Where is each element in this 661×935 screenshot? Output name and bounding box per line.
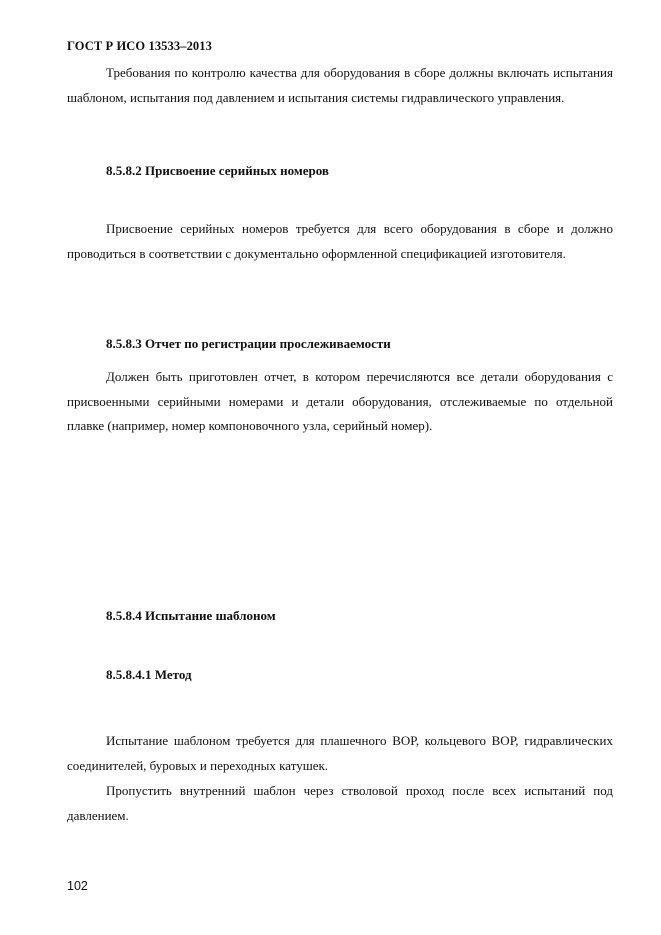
heading-8-5-8-4: 8.5.8.4 Испытание шаблоном xyxy=(106,608,276,623)
page-number: 102 xyxy=(67,879,88,893)
paragraph-8-5-8-4-1-b: Пропустить внутренний шаблон через стволовой проход после всех испытаний под давлением. xyxy=(67,783,613,823)
paragraph-8-5-8-3: Должен быть приготовлен отчет, в котором перечисляются все детали оборудования с присвоенными серийными номерами и детали оборудования, отслеживаемые по отдельной плавке (например, номер компоновочного узла, серийный номер). xyxy=(67,369,613,433)
document-header: ГОСТ Р ИСО 13533–2013 xyxy=(67,39,212,53)
paragraph-8-5-8-4-1-a: Испытание шаблоном требуется для плашечного ВОР, кольцевого ВОР, гидравлических соединителей, буровых и переходных катушек. xyxy=(67,733,613,773)
paragraph-8-5-8-2: Присвоение серийных номеров требуется для всего оборудования в сборе и должно проводиться в соответствии с документально оформленной спецификацией изготовителя. xyxy=(67,221,613,261)
heading-8-5-8-4-1: 8.5.8.4.1 Метод xyxy=(106,667,192,682)
heading-8-5-8-2: 8.5.8.2 Присвоение серийных номеров xyxy=(106,163,329,178)
heading-8-5-8-3: 8.5.8.3 Отчет по регистрации прослеживаемости xyxy=(106,336,391,351)
paragraph-intro: Требования по контролю качества для оборудования в сборе должны включать испытания шаблоном, испытания под давлением и испытания системы гидравлического управления. xyxy=(67,65,613,105)
